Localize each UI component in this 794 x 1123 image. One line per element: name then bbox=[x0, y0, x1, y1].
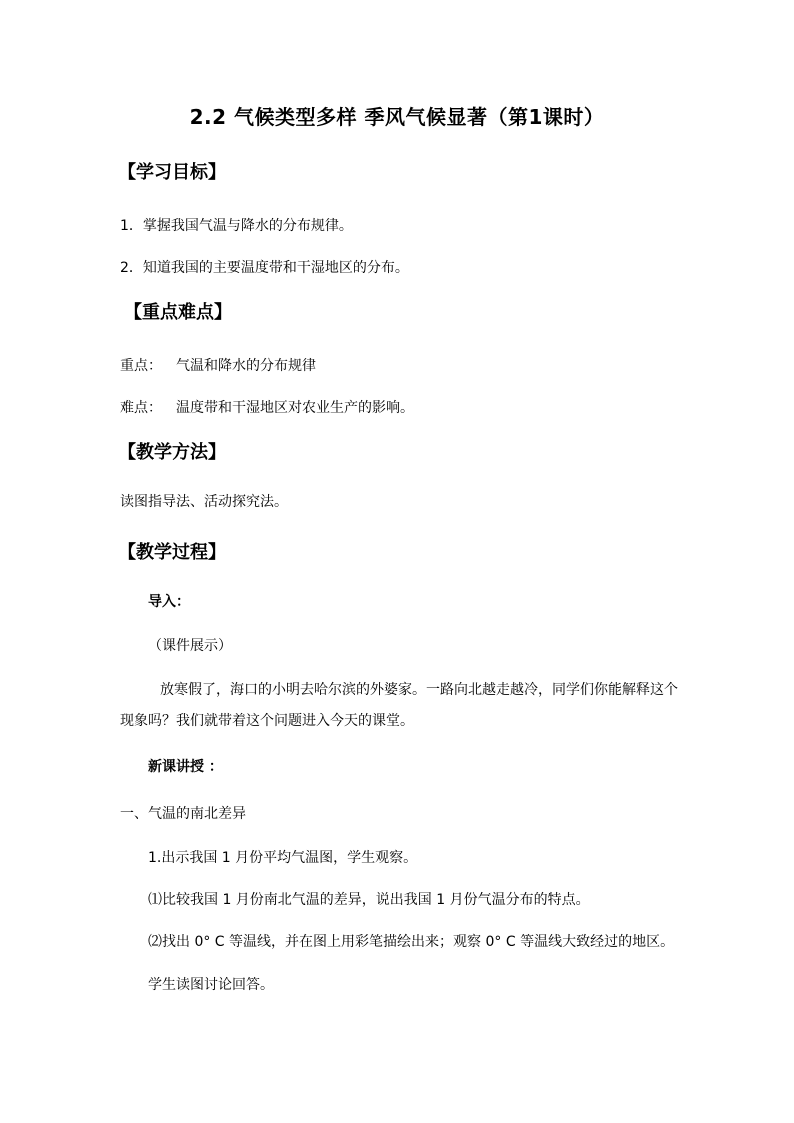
methods-heading: 【教学方法】 bbox=[118, 442, 226, 463]
key-points-heading: 【重点难点】 bbox=[124, 302, 232, 323]
methods-text: 读图指导法、活动探究法。 bbox=[120, 494, 288, 510]
difficult-point-label: 难点： bbox=[120, 400, 162, 416]
process-heading: 【教学过程】 bbox=[118, 542, 226, 563]
difficult-point-text: 温度带和干湿地区对农业生产的影响。 bbox=[176, 400, 414, 416]
objectives-heading: 【学习目标】 bbox=[118, 162, 226, 183]
document-title: 2.2 气候类型多样 季风气候显著（第1课时） bbox=[189, 105, 605, 129]
new-lesson-label: 新课讲授 ： bbox=[148, 759, 223, 775]
intro-text-line-2: 现象吗？我们就带着这个问题进入今天的课堂。 bbox=[120, 713, 414, 729]
student-answer-note: 学生读图讨论回答。 bbox=[148, 977, 274, 993]
difficult-point-row bbox=[120, 400, 414, 417]
key-point-row bbox=[120, 358, 316, 375]
intro-text-line-1: 放寒假了，海口的小明去哈尔滨的外婆家。一路向北越走越冷，同学们你能解释这个 bbox=[160, 682, 678, 698]
courseware-note: （课件展示） bbox=[148, 638, 232, 654]
key-point-label: 重点： bbox=[120, 358, 162, 374]
objective-item-2: 2．知道我国的主要温度带和干湿地区的分布。 bbox=[120, 260, 409, 276]
intro-label: 导入： bbox=[148, 594, 190, 610]
step-1-question-1: ⑴比较我国 1 月份南北气温的差异，说出我国 1 月份气温分布的特点。 bbox=[148, 892, 590, 908]
objective-item-1: 1．掌握我国气温与降水的分布规律。 bbox=[120, 218, 353, 234]
key-point-text: 气温和降水的分布规律 bbox=[176, 358, 316, 374]
step-1-question-2: ⑵找出 0° C 等温线，并在图上用彩笔描绘出来；观察 0° C 等温线大致经过的地区。 bbox=[148, 934, 675, 950]
step-1: 1.出示我国 1 月份平均气温图，学生观察。 bbox=[148, 850, 418, 866]
part-one-heading: 一、气温的南北差异 bbox=[120, 806, 246, 822]
